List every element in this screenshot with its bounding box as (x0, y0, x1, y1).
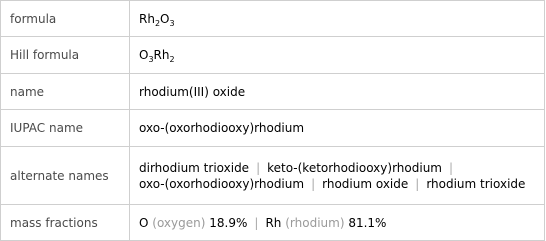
table-row (1, 37, 545, 74)
alternate-names-label: alternate names (1, 147, 130, 205)
formula-subscript: 3 (169, 18, 175, 28)
mass-fraction-percent: 81.1% (348, 215, 387, 230)
formula-part: O (160, 11, 170, 26)
alternate-name: dirhodium trioxide (139, 160, 250, 175)
table-row (1, 74, 545, 110)
alternate-name: rhodium trioxide (426, 176, 526, 191)
mass-fraction-symbol: Rh (265, 215, 282, 230)
separator: | (311, 176, 316, 191)
name-label: name (1, 74, 130, 110)
iupac-name-label: IUPAC name (1, 110, 130, 147)
mass-fraction-element: (rhodium) (285, 215, 345, 230)
mass-fractions-label: mass fractions (1, 205, 130, 241)
iupac-name-value: oxo-(oxorhodiooxy)rhodium (130, 110, 545, 147)
separator: | (448, 160, 454, 175)
mass-fraction-percent: 18.9% (209, 215, 248, 230)
table-row (1, 205, 545, 241)
table-row (1, 147, 545, 205)
table-row (1, 1, 545, 37)
formula-subscript: 2 (154, 18, 161, 28)
mass-fraction-symbol: O (139, 215, 149, 230)
formula-part: Rh (139, 11, 155, 26)
name-value: rhodium(III) oxide (130, 74, 545, 110)
hill-formula-subscript: 3 (148, 55, 154, 64)
formula-value (130, 1, 545, 37)
alternate-name: oxo-(oxorhodiooxy)rhodium (139, 176, 305, 191)
separator: | (254, 215, 259, 230)
hill-formula-value (130, 37, 545, 74)
hill-formula-label: Hill formula (1, 37, 130, 74)
separator: | (256, 160, 261, 175)
mass-fraction-element: (oxygen) (152, 215, 206, 230)
hill-formula-part: O (139, 48, 149, 62)
hill-formula-part: Rh (153, 48, 170, 62)
alternate-name: keto-(ketorhodiooxy)rhodium (267, 160, 442, 175)
separator: | (415, 176, 420, 191)
formula-label: formula (1, 1, 130, 37)
mass-fractions-value (130, 205, 545, 241)
alternate-name: rhodium oxide (322, 176, 409, 191)
table-row (1, 110, 545, 147)
hill-formula-subscript: 2 (169, 55, 175, 64)
alternate-names-value (130, 147, 545, 205)
